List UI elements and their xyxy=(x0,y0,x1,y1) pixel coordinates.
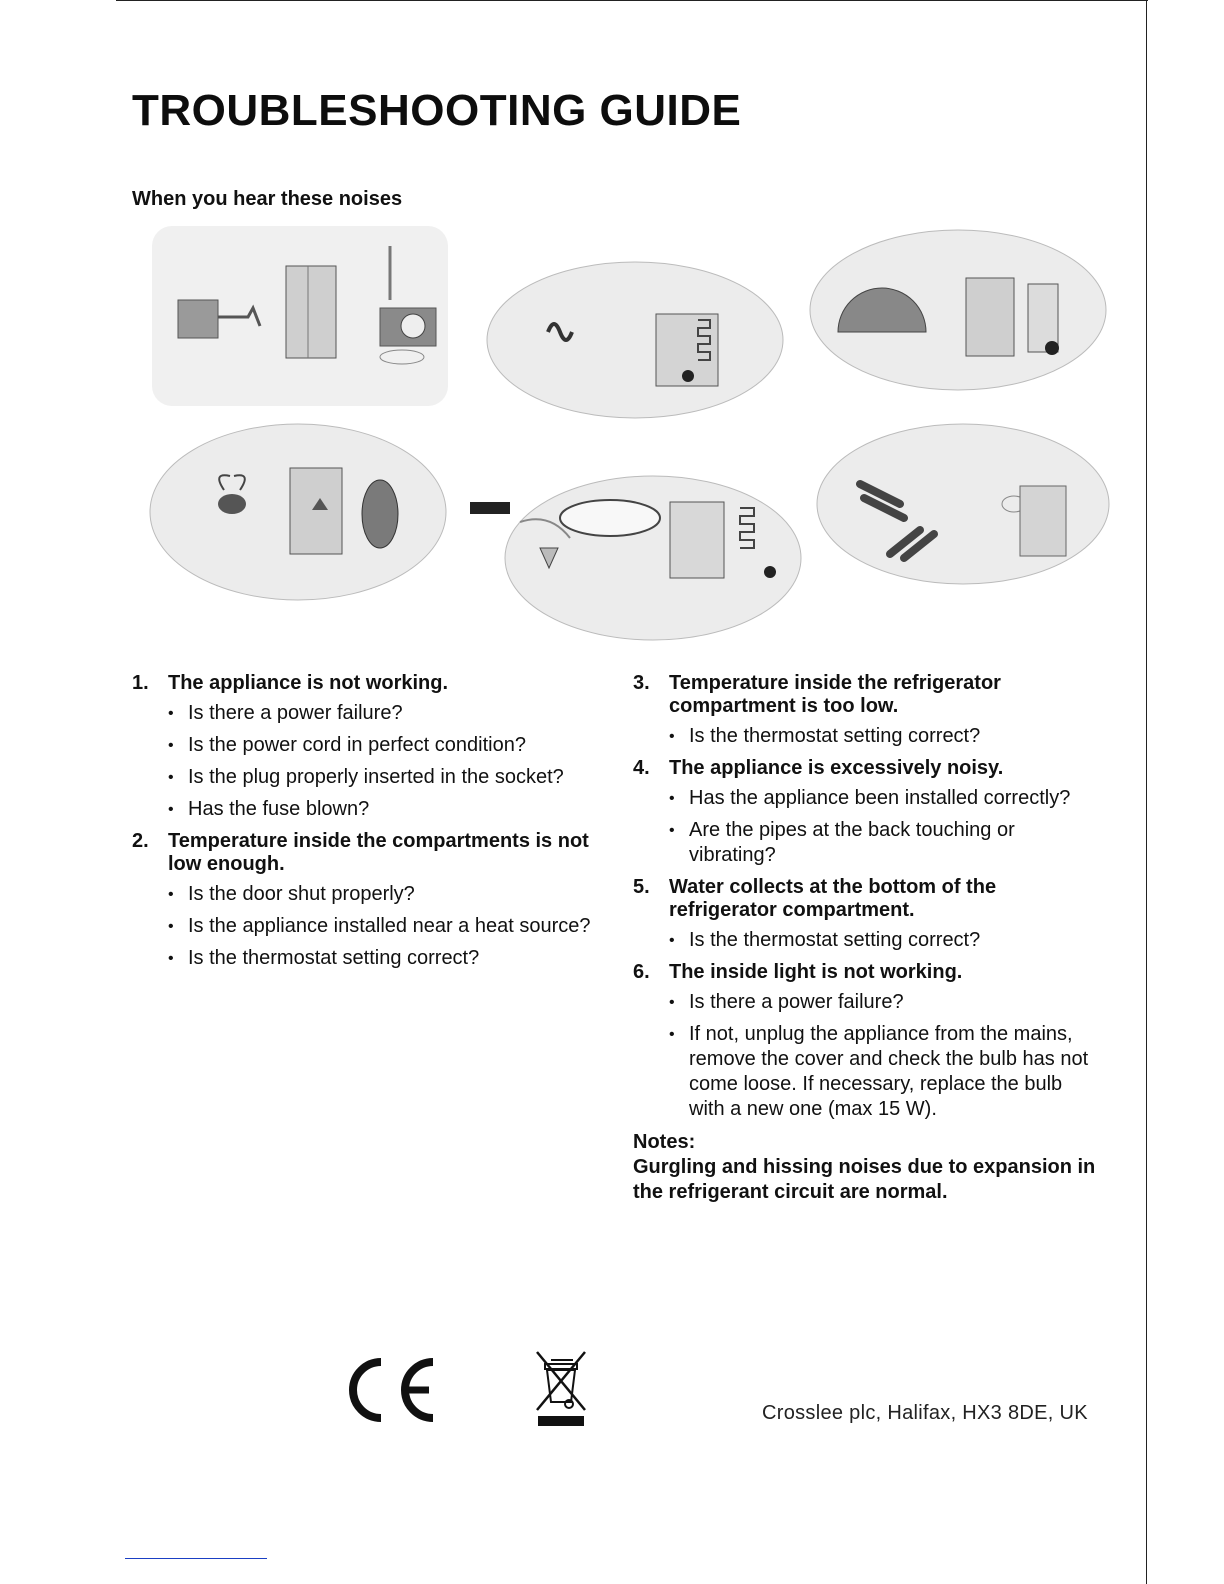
illustration-panel-buzz xyxy=(150,424,446,600)
manufacturer-address: Crosslee plc, Halifax, HX3 8DE, UK xyxy=(762,1402,1088,1424)
check-item: • If not, unplug the appliance from the mains, remove the cover and check the bulb has not come loose. If necessary, replace the bulb with a new one (max 15 W). xyxy=(669,1023,1089,1120)
bullet-icon: • xyxy=(168,801,174,818)
bullet-icon: • xyxy=(168,886,174,903)
issue-title: Temperature inside the compartments is not low enough. xyxy=(168,830,589,875)
check-item: • Is the appliance installed near a heat source? xyxy=(168,915,591,937)
check-item: • Is the power cord in perfect condition? xyxy=(168,734,526,756)
issue-number: 5. xyxy=(633,876,650,898)
check-list xyxy=(132,882,602,971)
issues-column-left xyxy=(132,672,602,979)
illustration-panel-pouring xyxy=(470,476,801,640)
check-item: • Is the thermostat setting correct? xyxy=(168,947,480,969)
bullet-icon: • xyxy=(168,950,174,967)
issue-number: 2. xyxy=(132,830,149,852)
issue-3 xyxy=(633,672,1103,749)
crossed-out-wheelie-bin-icon xyxy=(535,1350,587,1428)
notes-text: Gurgling and hissing noises due to expansion in the refrigerant circuit are normal. xyxy=(633,1156,1096,1203)
issues-column-right xyxy=(633,672,1103,1205)
noise-illustrations xyxy=(148,222,1113,642)
bullet-icon: • xyxy=(669,932,675,949)
bullet-icon: • xyxy=(168,705,174,722)
illustration-panel-fan-coil xyxy=(487,262,783,418)
check-list xyxy=(633,990,1103,1122)
bullet-icon: • xyxy=(669,822,675,839)
footer-link-underline xyxy=(125,1558,267,1559)
issue-title: Water collects at the bottom of the refrigerator compartment. xyxy=(669,876,997,921)
notes-label: Notes: xyxy=(633,1131,696,1153)
issue-6 xyxy=(633,961,1103,1122)
notes-block xyxy=(633,1130,1103,1205)
issue-2 xyxy=(132,830,602,971)
issue-title: The inside light is not working. xyxy=(669,961,963,983)
check-item: • Is the door shut properly? xyxy=(168,883,415,905)
page-title: TROUBLESHOOTING GUIDE xyxy=(132,86,742,135)
check-item: • Is the thermostat setting correct? xyxy=(669,725,981,747)
check-list xyxy=(633,724,1103,749)
check-item: • Is there a power failure? xyxy=(168,702,403,724)
right-margin-rule xyxy=(1146,0,1147,1584)
issue-number: 1. xyxy=(132,672,149,694)
issue-title: Temperature inside the refrigerator compartment is too low. xyxy=(669,672,1001,717)
issue-5 xyxy=(633,876,1103,953)
issue-1 xyxy=(132,672,602,822)
issue-title: The appliance is excessively noisy. xyxy=(669,757,1004,779)
check-item: • Is the plug properly inserted in the socket? xyxy=(168,766,564,788)
bullet-icon: • xyxy=(669,1026,675,1043)
issue-number: 6. xyxy=(633,961,650,983)
check-list xyxy=(633,928,1103,953)
illustration-panel-igloo xyxy=(810,230,1106,390)
check-item: • Is the thermostat setting correct? xyxy=(669,929,981,951)
issue-title: The appliance is not working. xyxy=(168,672,449,694)
bullet-icon: • xyxy=(168,769,174,786)
check-list xyxy=(633,786,1103,868)
check-item: • Is there a power failure? xyxy=(669,991,904,1013)
illustration-panel-plug-thermostat xyxy=(152,226,448,406)
bullet-icon: • xyxy=(168,918,174,935)
bullet-icon: • xyxy=(168,737,174,754)
bullet-icon: • xyxy=(669,790,675,807)
top-rule xyxy=(116,0,1148,1)
issue-number: 4. xyxy=(633,757,650,779)
check-item: • Has the appliance been installed correctly? xyxy=(669,787,1071,809)
check-item: • Are the pipes at the back touching or vibrating? xyxy=(669,819,1015,866)
bullet-icon: • xyxy=(669,728,675,745)
check-list xyxy=(132,701,602,822)
ce-mark-icon xyxy=(343,1356,438,1424)
noises-subtitle: When you hear these noises xyxy=(132,188,403,210)
issue-4 xyxy=(633,757,1103,868)
illustration-panel-logs xyxy=(817,424,1109,584)
issue-number: 3. xyxy=(633,672,650,694)
check-item: • Has the fuse blown? xyxy=(168,798,370,820)
bullet-icon: • xyxy=(669,994,675,1011)
